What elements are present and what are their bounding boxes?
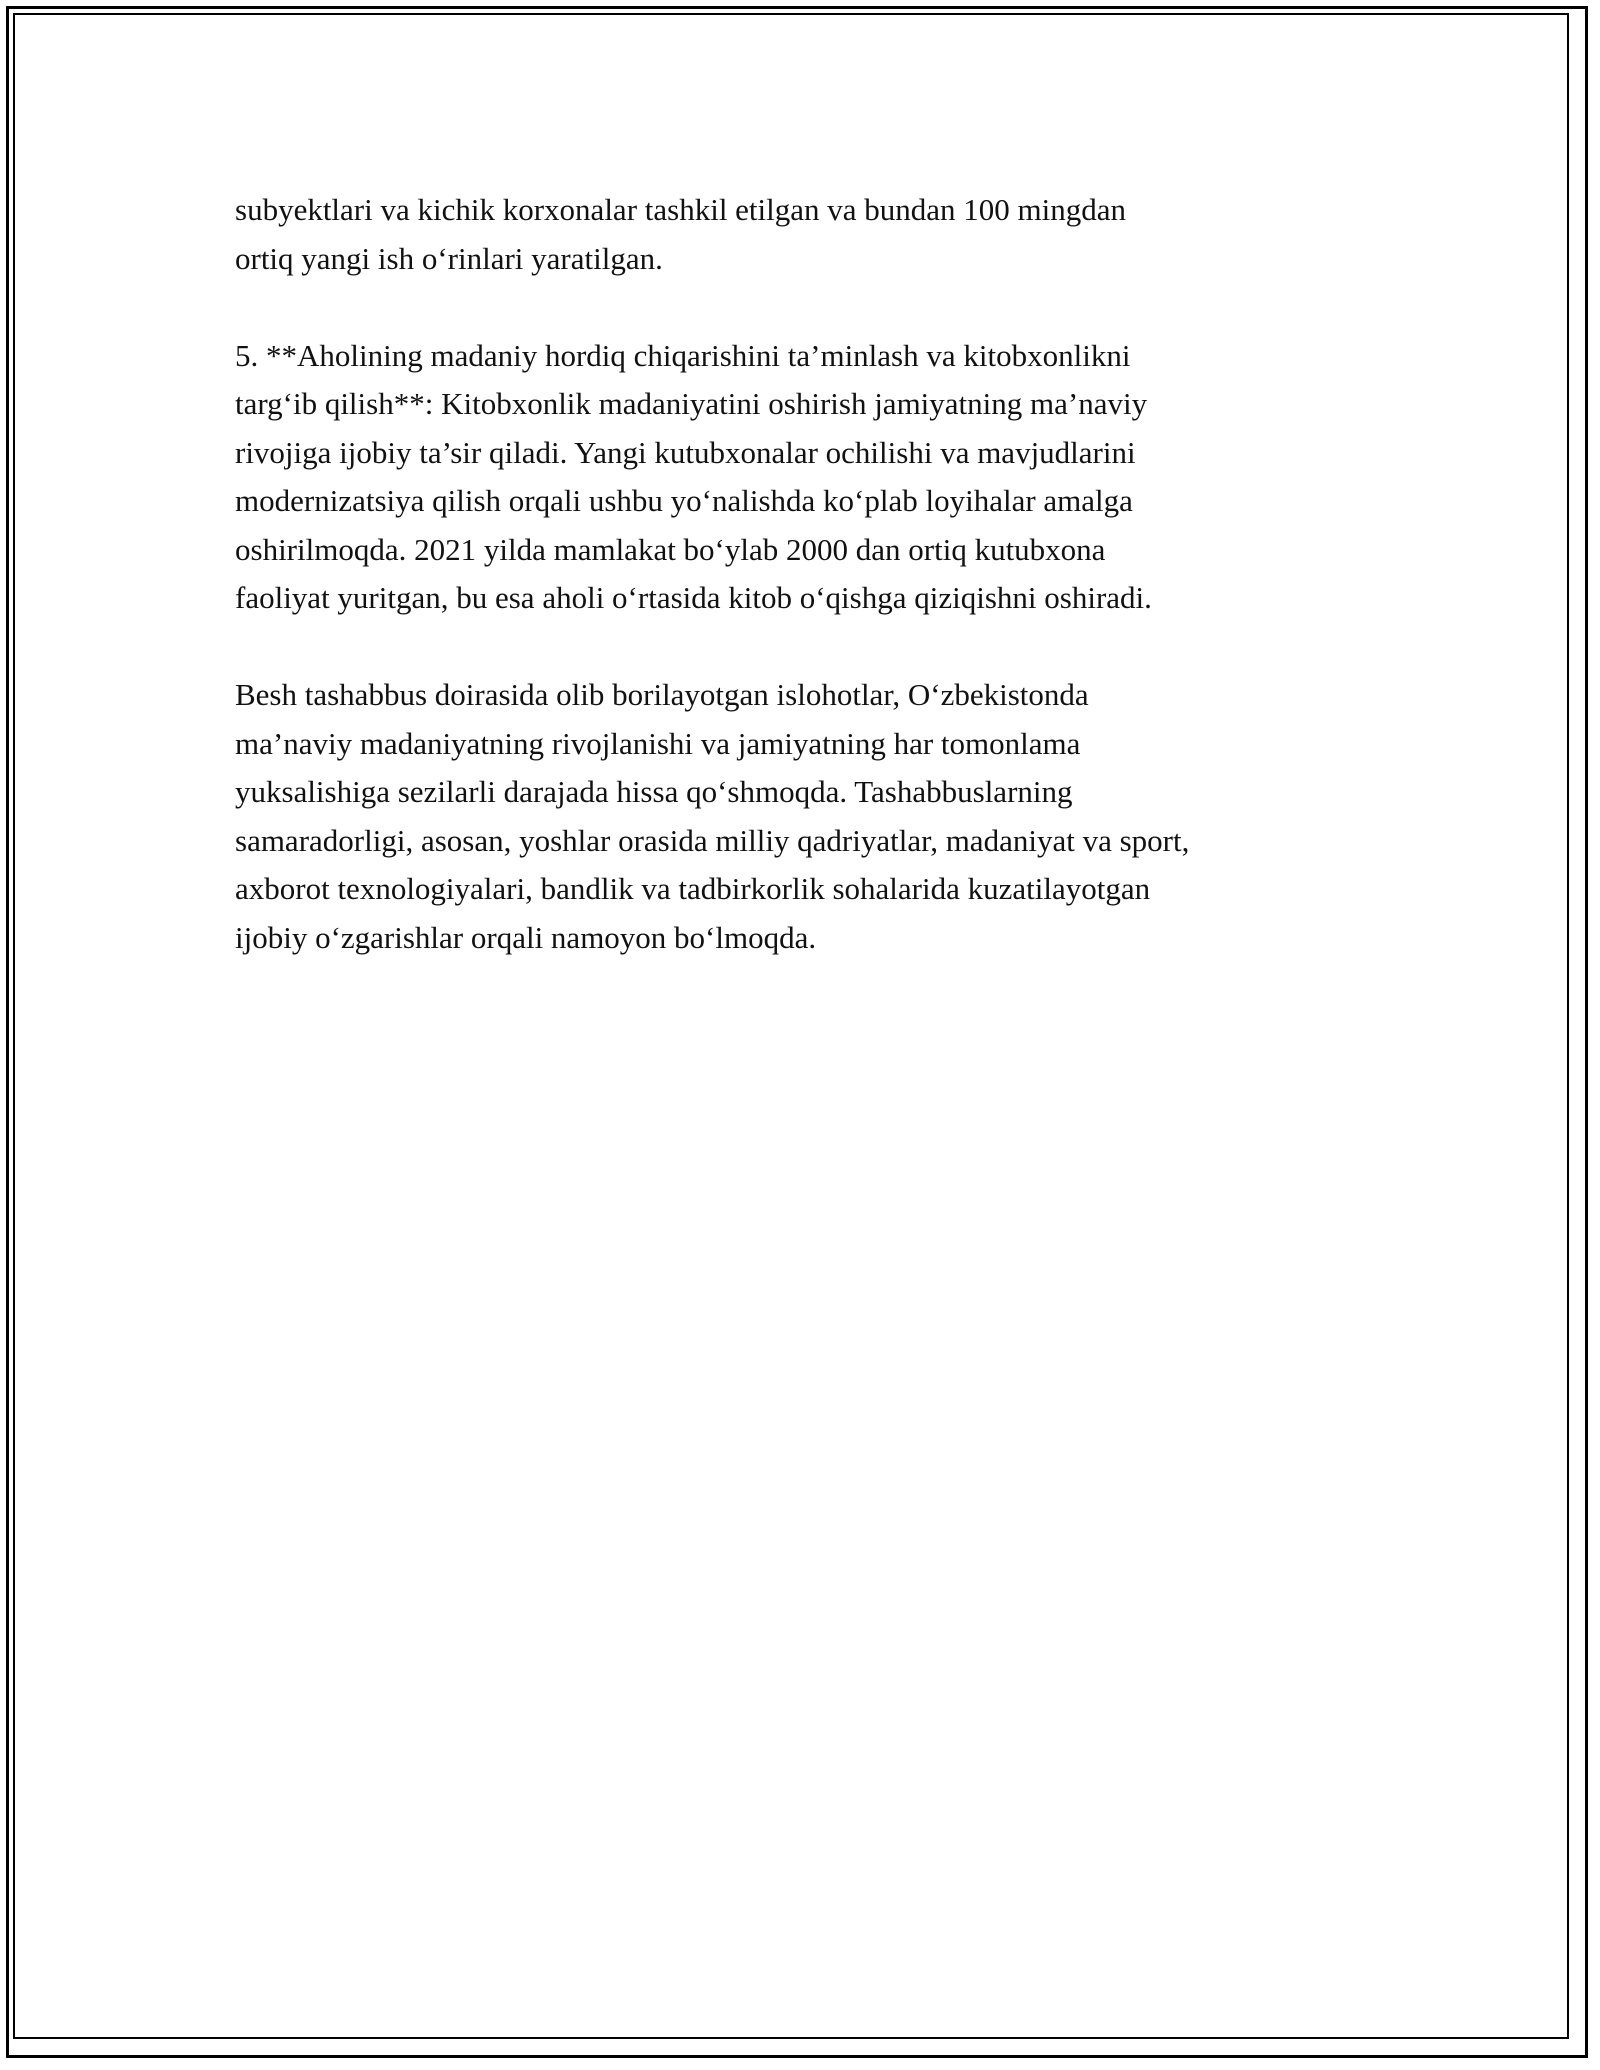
- text-line: ortiq yangi ish o‘rinlari yaratilgan.: [235, 240, 663, 276]
- text-line: targ‘ib qilish**: Kitobxonlik madaniyatini oshirish jamiyatning ma’naviy: [235, 386, 1148, 421]
- text-line: 5. **Aholining madaniy hordiq chiqarishini ta’minlash va kitobxonlikni: [235, 337, 1131, 373]
- text-line: modernizatsiya qilish orqali ushbu yo‘nalishda ko‘plab loyihalar amalga: [235, 483, 1133, 518]
- paragraph-item-5: [235, 332, 1395, 623]
- text-line: axborot texnologiyalari, bandlik va tadbirkorlik sohalarida kuzatilayotgan: [235, 871, 1151, 906]
- paragraph-conclusion: [235, 671, 1395, 962]
- paragraph-continuation: [235, 186, 1395, 283]
- document-body: [235, 186, 1395, 1011]
- text-line: samaradorligi, asosan, yoshlar orasida milliy qadriyatlar, madaniyat va sport,: [235, 822, 1190, 858]
- text-line: subyektlari va kichik korxonalar tashkil etilgan va bundan 100 mingdan: [235, 192, 1127, 227]
- text-line: oshirilmoqda. 2021 yilda mamlakat bo‘ylab 2000 dan ortiq kutubxona: [235, 531, 1106, 567]
- text-line: yuksalishiga sezilarli darajada hissa qo‘shmoqda. Tashabbuslarning: [235, 774, 1073, 809]
- text-line: Besh tashabbus doirasida olib borilayotgan islohotlar, O‘zbekistonda: [235, 677, 1089, 712]
- text-line: ma’naviy madaniyatning rivojlanishi va jamiyatning har tomonlama: [235, 725, 1081, 761]
- text-line: rivojiga ijobiy ta’sir qiladi. Yangi kutubxonalar ochilishi va mavjudlarini: [235, 434, 1136, 470]
- text-line: faoliyat yuritgan, bu esa aholi o‘rtasida kitob o‘qishga qiziqishni oshiradi.: [235, 580, 1152, 615]
- text-line: ijobiy o‘zgarishlar orqali namoyon bo‘lmoqda.: [235, 919, 817, 955]
